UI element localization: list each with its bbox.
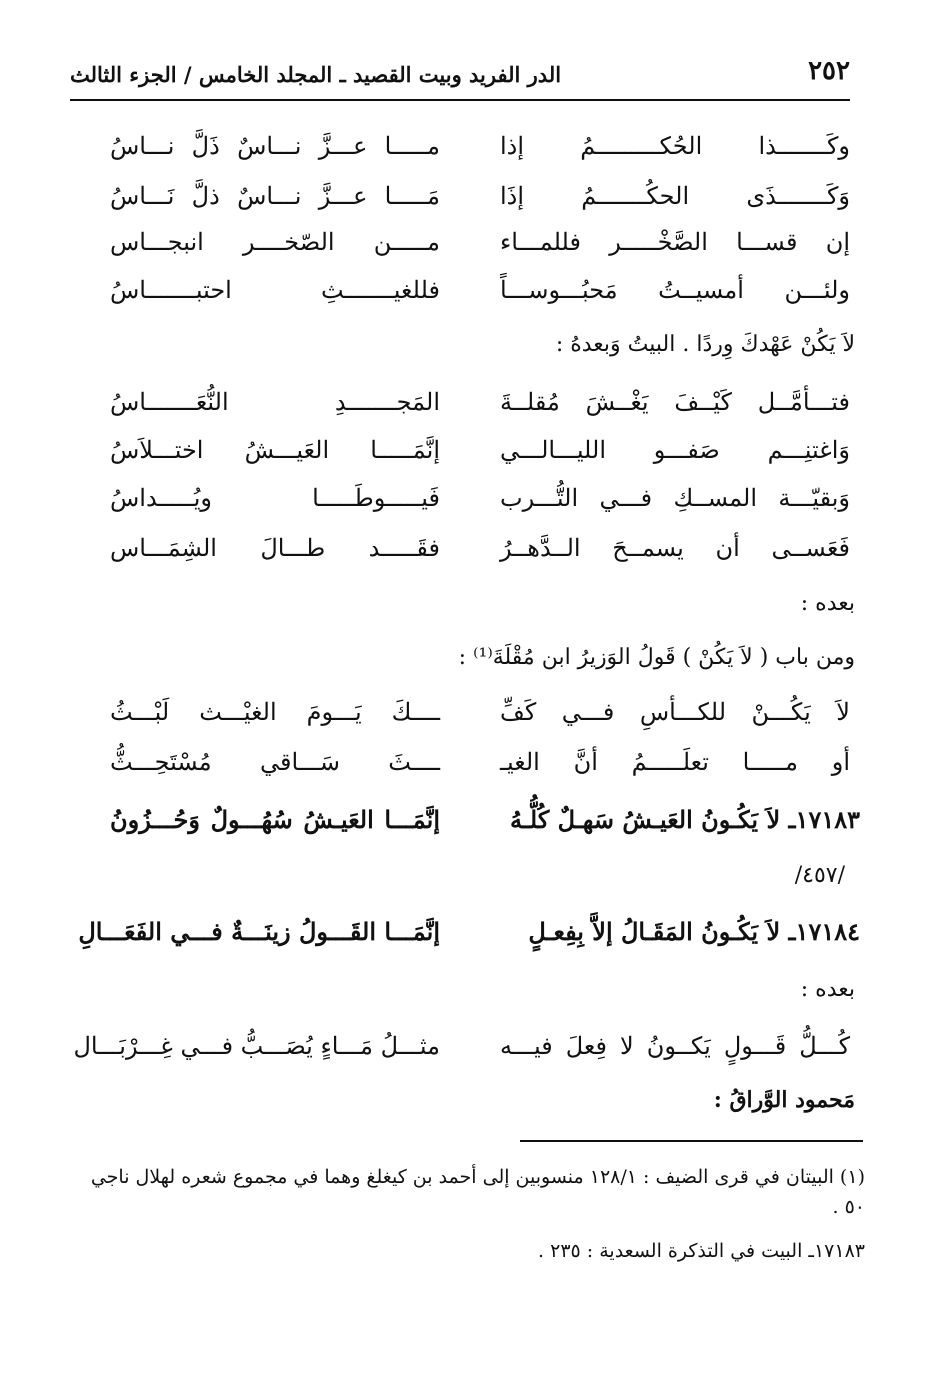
- verse-line: [100, 526, 860, 570]
- verse-hemistich-second: إنَّمَـــا القَـــولُ زينَـــةٌ فـــي الفَعَـــالِ: [78, 917, 440, 946]
- prose-line: بعده :: [800, 591, 855, 616]
- verse-line: [100, 476, 860, 520]
- verse-hemistich-first: أو مـــــا تعلَـــــمُ أنَّ الغيـ: [500, 748, 850, 776]
- verse-line: [100, 268, 860, 312]
- verse-hemistich-first: وَكَـــــــذَى الحكُـــــــمُ إذَا: [500, 182, 850, 210]
- verse-hemistich-second: إنَّمَـــا العَيـشُ سُهُـــولٌ وَحُـــزُونُ: [110, 805, 440, 834]
- verse-hemistich-second: ــــكَ يَـــومَ الغيْـــث لَبْـــثُ: [110, 698, 440, 726]
- verse-hemistich-first: إن قســـا الصَّخْـــــر فللمـــاء: [500, 228, 850, 256]
- running-title: الدر الفريد وبيت القصيد ـ المجلد الخامس / الجزء الثالث: [70, 62, 562, 87]
- verse-line: [100, 690, 860, 734]
- folio-marker: /٤٥٧/: [794, 863, 845, 888]
- page-number: ٢٥٢: [808, 56, 850, 86]
- footnote-2: ١٧١٨٣ـ البيت في التذكرة السعدية : ٢٣٥ .: [538, 1240, 865, 1262]
- verse-line: [100, 740, 860, 784]
- verse-hemistich-second: مَـــــا عـــزَّ نـــاسٌ ذلَّ نَـــاسُ: [110, 182, 440, 210]
- verse-hemistich-first: [490, 910, 860, 954]
- verse-number: ١٧١٨٤ـ: [788, 917, 860, 946]
- verse-text: لاَ يَكُـونُ العَيـشُ سَهـلٌ كُلُّـهُ: [509, 805, 781, 834]
- verse-hemistich-second: المَجـــــــدِ النُّعَـــــــاسُ: [110, 388, 440, 416]
- verse-line: [100, 174, 860, 218]
- header-rule: [70, 99, 850, 101]
- page-header: [70, 48, 850, 100]
- numbered-verse: [78, 910, 860, 954]
- verse-line: [100, 124, 860, 168]
- verse-hemistich-first: ولئـــن أمسيــتُ مَحبُـــوســـاً: [500, 276, 850, 304]
- verse-hemistich-first: وكَـــــــذا الحُكـــــــــمُ إذا: [500, 132, 850, 160]
- footnote-1: (١) البيتان في قرى الضيف : ١٢٨/١ منسوبين إلى أحمد بن كيغلغ وهما في مجموع شعره لهلال ناجي ٥٠ .: [90, 1166, 865, 1218]
- verse-hemistich-second: ــــثَ سَـــاقي مُسْتَحِـــثُّ: [110, 748, 440, 776]
- prose-line: ومن باب ( لاَ يَكُنْ ) قَولُ الوَزيرُ ابن مُقْلَةَ⁽¹⁾ :: [458, 645, 855, 670]
- verse-text: لاَ يَكُـونُ المَقَـالُ إلاَّ بِفِعـلٍ: [528, 917, 781, 946]
- verse-line: [100, 428, 860, 472]
- verse-line: [100, 220, 860, 264]
- verse-hemistich-first: وَبقيّـــة المســكِ فـــي التُّـــرب: [500, 484, 850, 512]
- verse-hemistich-first: [490, 798, 860, 842]
- verse-number: ١٧١٨٣ـ: [788, 805, 860, 834]
- verse-hemistich-second: إنَّمَـــــا العَيـــشُ اختـــلاَسُ: [110, 436, 440, 464]
- prose-line: لاَ يَكُنْ عَهْدكَ وِردًا . البيتُ وَبعدهُ :: [555, 332, 855, 357]
- prose-line: بعده :: [800, 977, 855, 1002]
- verse-hemistich-first: فَعَســى أن يسمــحَ الــدَّهــرُ: [500, 534, 850, 562]
- verse-hemistich-second: فقَـــــد طـــالَ الشِمَـــاس: [110, 534, 440, 562]
- verse-line: [100, 380, 860, 424]
- verse-hemistich-first: كُـــلُّ قَـــولٍ يَكــونُ لا فِعلَ فيـــه: [500, 1032, 850, 1060]
- numbered-verse: [100, 798, 860, 842]
- verse-hemistich-second: مـــــا عـــزَّ نـــاسٌ ذَلَّ نـــاسُ: [110, 132, 440, 160]
- verse-hemistich-second: فَيـــــوطَـــــا ويُـــــداسُ: [110, 484, 440, 512]
- poet-name: مَحمود الوَّراقُ :: [713, 1087, 855, 1113]
- verse-line: [73, 1024, 860, 1068]
- verse-hemistich-second: مثـــلُ مَـــاءٍ يُصَـــبُّ فـــي غِـــرْبَـــال: [73, 1032, 440, 1060]
- verse-hemistich-second: مـــــن الصّخــــر انبجـــاس: [110, 228, 440, 256]
- verse-hemistich-first: وَاغتنِـــم صَفـــو الليـــالـــي: [500, 436, 850, 464]
- footnote-rule: [520, 1140, 863, 1142]
- verse-hemistich-first: لاَ يَكُـــنْ للكـــأسِ فـــي كَفِّ: [500, 698, 850, 726]
- verse-hemistich-second: فللغيـــــــثِ احتبـــــــاسُ: [110, 276, 440, 304]
- verse-hemistich-first: فتـــأمَّــل كَيْــفَ يَغْــشَ مُقلــةَ: [500, 388, 850, 416]
